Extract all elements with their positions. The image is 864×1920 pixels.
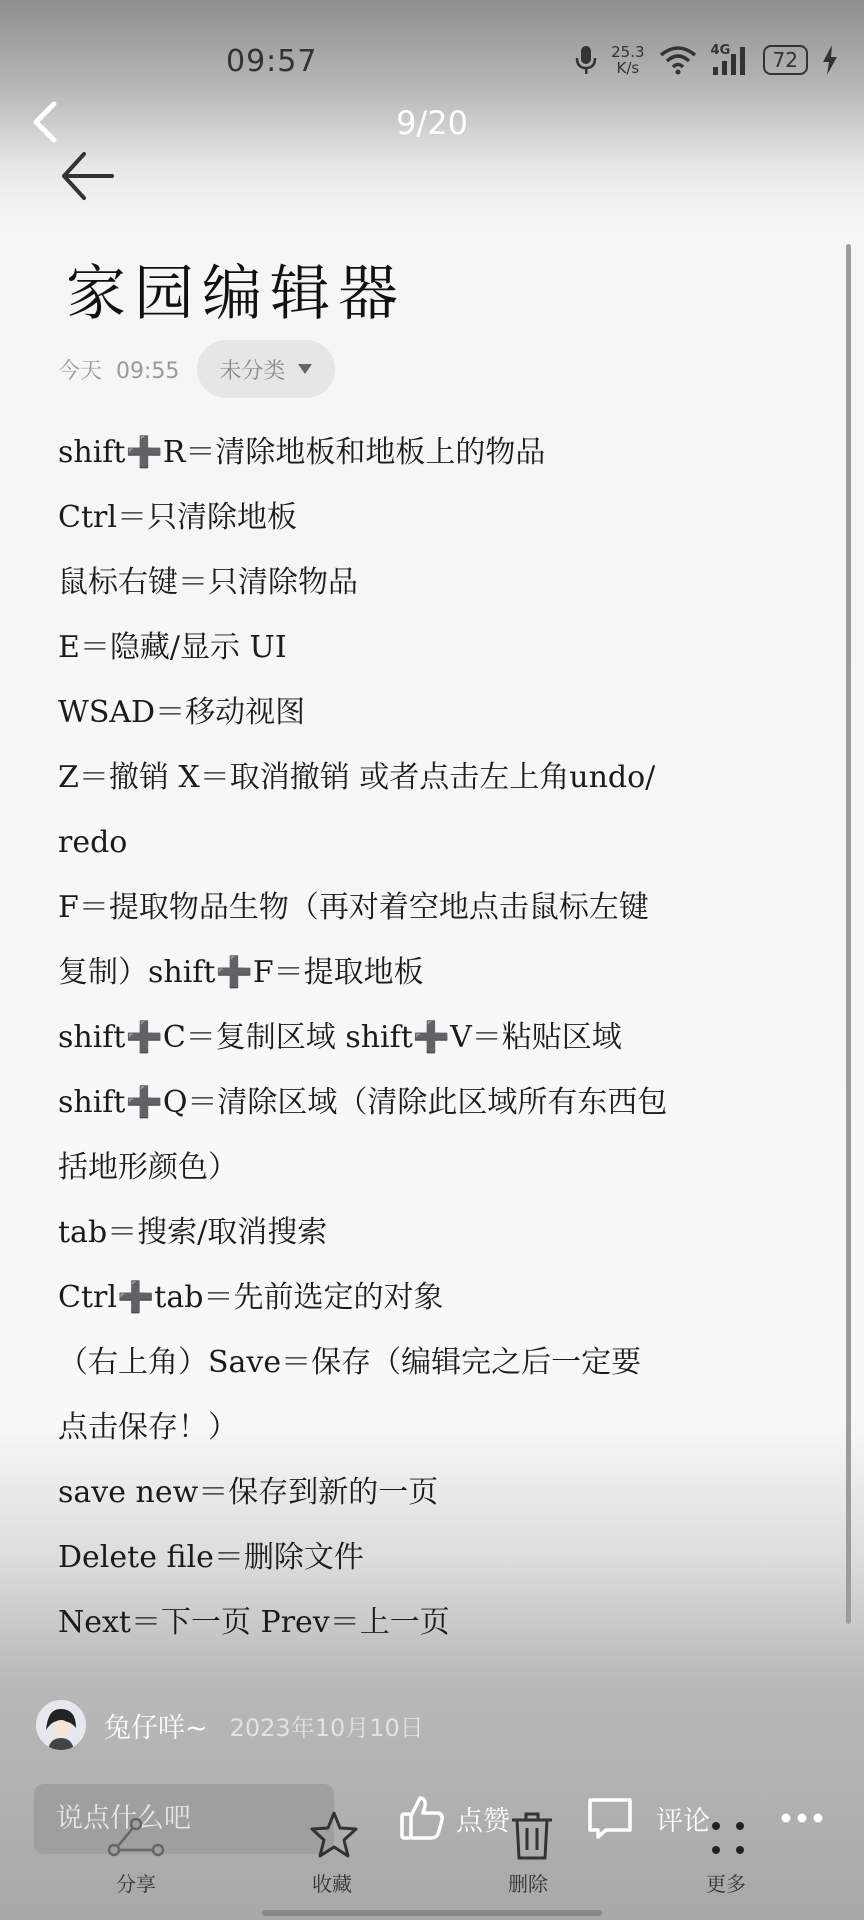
note-line: save new＝保存到新的一页 [58,1475,439,1510]
note-time: 09:55 [116,358,180,384]
post-date: 2023年10月10日 [229,1713,424,1742]
comment-input[interactable]: 说点什么吧 [34,1784,334,1854]
author-name[interactable]: 兔仔咩~ [104,1712,208,1744]
bottom-more[interactable] [710,1820,746,1860]
like-button[interactable] [398,1790,510,1846]
trash-icon [510,1812,554,1860]
note-date [58,354,179,385]
like-label: 点赞 [456,1805,510,1837]
network-speed [611,44,644,76]
category-label: 未分类 [219,358,286,384]
note-line: 复制）shift➕F＝提取地板 [58,955,424,990]
home-indicator[interactable] [262,1910,602,1916]
dropdown-triangle-icon [297,363,313,375]
comment-button[interactable] [586,1790,710,1846]
note-line: shift➕Q＝清除区域（清除此区域所有东西包 [58,1085,668,1120]
note-line: E＝隐藏/显示 UI [58,630,287,665]
status-time: 09:57 [226,44,318,79]
note-line: 点击保存！） [58,1410,238,1445]
author-row [36,1700,424,1750]
more-horizontal-icon [780,1812,824,1824]
bottom-favorite[interactable] [308,1810,360,1864]
note-line: Z＝撤销 X＝取消撤销 或者点击左上角undo/ [58,760,656,795]
bottom-delete[interactable] [510,1812,554,1864]
status-bar [0,0,864,110]
charging-icon [822,45,838,75]
avatar-image [36,1700,86,1750]
note-back-button [58,150,118,202]
comment-icon [586,1796,634,1840]
note-date-label: 今天 [58,358,103,384]
avatar[interactable] [36,1700,86,1750]
network-speed-value: 25.3 [611,43,645,61]
star-icon [308,1810,360,1860]
arrow-left-icon [58,150,118,202]
note-meta [58,340,335,398]
more-label: 更多 [706,1872,746,1896]
note-line: Next＝下一页 Prev＝上一页 [58,1605,450,1640]
battery-indicator: 72 [763,45,808,75]
network-speed-unit: K/s [616,59,640,77]
network-type: 4G [710,43,731,58]
more-options-button[interactable] [780,1790,824,1846]
delete-label: 删除 [508,1872,548,1896]
note-line: Ctrl➕tab＝先前选定的对象 [58,1280,444,1315]
share-label: 分享 [116,1872,156,1896]
cellular-signal [711,45,749,75]
wifi-icon [659,45,697,75]
category-dropdown [197,340,335,398]
favorite-label: 收藏 [312,1872,352,1896]
note-line: Delete file＝删除文件 [58,1540,364,1575]
note-line: 括地形颜色） [58,1150,238,1185]
comment-label: 评论 [656,1805,710,1837]
note-line: （右上角）Save＝保存（编辑完之后一定要 [58,1345,642,1380]
microphone-icon [575,44,597,76]
note-line: Ctrl＝只清除地板 [58,500,297,535]
note-line: tab＝搜索/取消搜索 [58,1215,328,1250]
note-line: WSAD＝移动视图 [58,695,306,730]
share-icon [106,1818,166,1858]
note-line: shift➕R＝清除地板和地板上的物品 [58,435,546,470]
more-dots-icon [710,1820,746,1856]
note-line: redo [58,825,128,860]
note-line: 鼠标右键＝只清除物品 [58,565,358,600]
note-body [58,420,828,1655]
thumbs-up-icon [398,1794,446,1842]
scrollbar[interactable] [846,244,851,1624]
status-icons [575,44,838,76]
page-counter: 9/20 [396,104,468,142]
note-title: 家园编辑器 [66,259,406,329]
note-line: F＝提取物品生物（再对着空地点击鼠标左键 [58,890,649,925]
bottom-share[interactable] [106,1818,166,1862]
note-line: shift➕C＝复制区域 shift➕V＝粘贴区域 [58,1020,622,1055]
